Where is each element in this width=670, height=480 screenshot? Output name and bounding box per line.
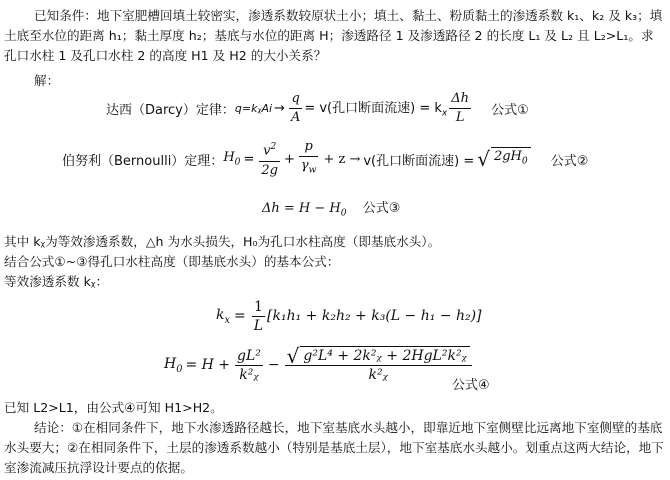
- kx-fraction: [252, 298, 265, 335]
- head-loss-tag: 公式③: [362, 201, 401, 216]
- darcy-a: A: [290, 109, 301, 125]
- kx-formula: [216, 294, 482, 338]
- h0-den1: k²ᵪ: [239, 366, 259, 383]
- darcy-tag: 公式①: [491, 102, 529, 118]
- h0-radical-icon: √: [286, 343, 300, 368]
- bernoulli-formula: [62, 137, 588, 181]
- darcy-eq-mid: = v(孔口断面流速) = k: [304, 101, 442, 117]
- given-line: 已知 L2>L1，由公式④可知 H1>H2。: [4, 400, 223, 415]
- problem-text: 已知条件：地下室肥槽回填土较密实，渗透系数较原状土小；填土、黏土、粉质黏土的渗透系数 k₁、k₂ 及 k₃；填土底至水位的距离 h₁；黏土厚度 h₂；基底与水位的距离 H；渗透路径 1 及渗透路径 2 的长度 L₁ 及 L₂ 且 L₂>L₁。求孔口水柱 1 及孔口水柱 2 的高度 H1 及 H2 的大小关系？: [4, 8, 663, 63]
- kx-bracket: [k₁h₁ + k₂h₂ + k₃(L − h₁ − h₂)]: [267, 308, 482, 324]
- h0-sqrt-body: g²L⁴ + 2k²ᵪ + 2HgL²k²ᵪ: [300, 346, 470, 365]
- darcy-middle: [304, 97, 447, 119]
- bernoulli-h0: $H_0$: [223, 150, 241, 168]
- kx-l: L: [253, 317, 264, 334]
- darcy-dh: Δh: [449, 90, 471, 109]
- h0-fraction-1: [235, 347, 263, 384]
- darcy-label: 达西（Darcy）定律：: [106, 102, 235, 118]
- solution-label: 解：: [34, 73, 60, 88]
- darcy-q: q: [289, 90, 302, 109]
- kx-one: 1: [252, 298, 265, 317]
- darcy-fraction-qa: [289, 90, 302, 127]
- h0-fraction-2: [285, 343, 472, 384]
- h0-sqrt-num: [285, 343, 472, 368]
- explanation-text: 其中 kᵪ为等效渗透系数，△h 为水头损失，H₀为孔口水柱高度（即基底水头）。: [4, 234, 441, 249]
- kx-lhs: $k_x$: [216, 306, 231, 326]
- kx-eq: =: [234, 308, 246, 324]
- bernoulli-v2: $v^2$: [259, 138, 280, 161]
- darcy-formula: [106, 86, 529, 130]
- h0-num1: gL²: [237, 347, 261, 364]
- conclusion-block: [4, 398, 666, 478]
- head-loss-formula: [262, 197, 400, 219]
- darcy-arrow: →: [274, 100, 285, 116]
- h0-den2: k²ᵪ: [368, 367, 388, 383]
- bernoulli-radical-icon: √: [477, 147, 490, 171]
- darcy-fraction-gradient: [449, 90, 471, 127]
- bernoulli-v2-2g: [259, 138, 280, 179]
- head-loss-sub: 0: [340, 208, 347, 219]
- bernoulli-p-gamma: [299, 138, 319, 180]
- bernoulli-tag: 公式②: [550, 153, 589, 169]
- h0-tag: 公式④: [452, 378, 490, 393]
- conclusion-text: 结论：①在相同条件下，地下水渗透路径越长，地下室基底水头越小，即靠近地下室侧壁比远离地下室侧壁的基底水头要大；②在相同条件下，土层的渗透系数越小（特别是基底土层），地下室基底水头越小。划重点这两大结论，地下室渗流减压抗浮设计要点的依据。: [4, 420, 664, 475]
- bernoulli-eq: =: [243, 151, 255, 167]
- bernoulli-sqrt: $2gH_0$: [491, 147, 531, 171]
- bernoulli-v-tail: v(孔口断面流速) =: [363, 153, 475, 169]
- darcy-k-sub: x: [441, 108, 448, 119]
- bernoulli-p: p: [299, 138, 319, 157]
- explanation-block: [4, 232, 666, 292]
- equiv-label: 等效渗透系数 kᵪ：: [4, 274, 109, 289]
- bernoulli-2g: 2g: [261, 162, 278, 178]
- h0-eq-h: = H +: [185, 357, 231, 373]
- darcy-lhs: q=kᵪAi: [234, 101, 273, 115]
- combine-text: 结合公式①~③得孔口水柱高度（即基底水头）的基本公式：: [4, 254, 340, 269]
- bernoulli-label: 伯努利（Bernoulli）定理：: [62, 153, 224, 169]
- bernoulli-gamma: $\gamma_w$: [300, 158, 317, 176]
- h0-lhs: $H_0$: [164, 355, 183, 375]
- problem-statement: [4, 6, 666, 66]
- h0-minus: −: [267, 357, 280, 373]
- head-loss-expr: Δh = H − H: [262, 201, 341, 216]
- h0-formula: [164, 340, 474, 390]
- bernoulli-plus-z: + z →: [323, 151, 361, 167]
- bernoulli-plus: +: [283, 151, 295, 167]
- darcy-l: L: [455, 109, 465, 125]
